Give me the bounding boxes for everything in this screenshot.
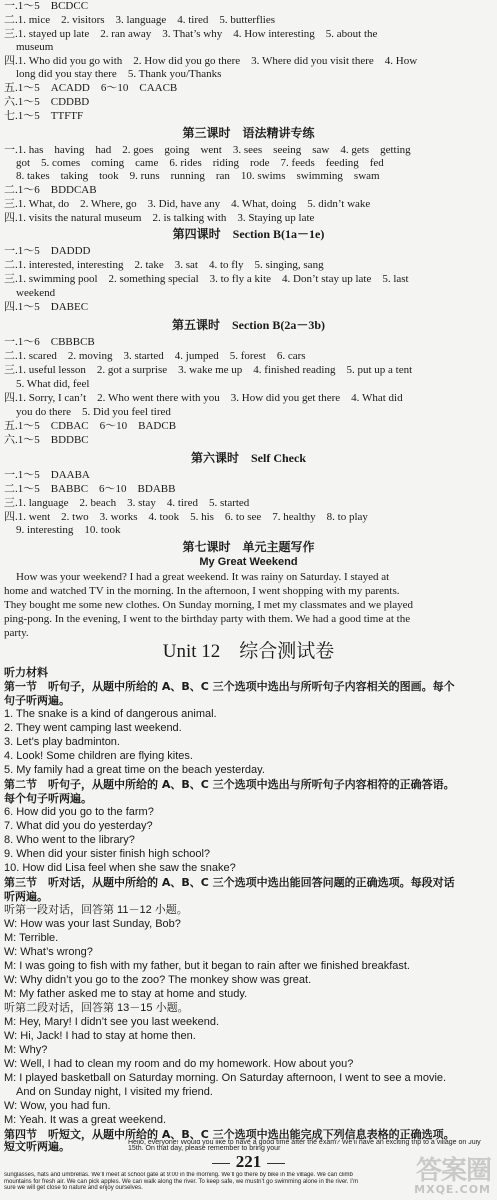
- answer-line: 五.1～5 CDBAC 6～10 BADCB: [4, 420, 177, 432]
- essay-line: They bought me some new clothes. On Sunday morning, I met my classmates and we played: [4, 599, 414, 611]
- passage-paragraph-continued: [4, 1172, 364, 1198]
- section-heading: 第四节 听短文，从题中所给的 A、B、C 三个选项中选出能完成下列信息表格的正确选项。: [4, 1128, 455, 1141]
- listening-line: W: Hi, Jack! I had to stay at home then.: [4, 1030, 196, 1042]
- answer-line: 六.1～5 CDDBD: [4, 96, 90, 108]
- listening-line: 6. How did you go to the farm?: [4, 806, 154, 818]
- answer-line: got 5. comes coming came 6. rides riding rode 7. feeds feeding fed: [16, 157, 384, 169]
- listening-line: W: Wow, you had fun.: [4, 1100, 111, 1112]
- page-number-dash-right: [267, 1163, 285, 1164]
- essay-title: My Great Weekend: [199, 556, 298, 568]
- watermark-logo: [399, 1158, 491, 1196]
- answer-line: 四.1. Sorry, I can’t 2. Who went there with you 3. How did you get there 4. What did: [4, 392, 403, 404]
- passage-line: Hello, everyone! Would you like to have a good time after the exam? We’ll have an: [128, 1140, 386, 1146]
- listening-line: W: What’s wrong?: [4, 946, 93, 958]
- page-number-value: 221: [235, 1152, 262, 1171]
- passage-line: sunglasses, hats and umbrellas. We’ll meet at school gate at 9:00 in the morning. We’ll go: [4, 1172, 245, 1178]
- lesson-heading: 第七课时 单元主题写作: [182, 540, 315, 554]
- answer-line: 三.1. useful lesson 2. got a surprise 3. wake me up 4. finished reading 5. put up a tent: [4, 364, 413, 376]
- answer-line: 五.1～5 ACADD 6～10 CAACB: [4, 82, 178, 94]
- answer-line: 三.1. swimming pool 2. something special 3. to fly a kite 4. Don’t stay up late 5. last: [4, 273, 409, 285]
- listening-line: M: Yeah. It was a great weekend.: [4, 1114, 167, 1126]
- answer-line: weekend: [16, 287, 56, 299]
- passage-line: there by bike in the village. We can climb mountains for fresh air. We can pick apples. We: [4, 1172, 353, 1185]
- section-heading: 听两遍。: [4, 890, 48, 903]
- lesson-heading: 第四课时 Section B(1a－1e): [172, 227, 325, 241]
- answer-line: 四.1. went 2. two 3. works 4. took 5. his 6. to see 7. healthy 8. to play: [4, 511, 368, 523]
- listening-line: 2. They went camping last weekend.: [4, 722, 182, 734]
- answer-line: 七.1～5 TTFTF: [4, 110, 84, 122]
- answer-line: you do there 5. Did you feel tired: [16, 406, 171, 418]
- answer-line: 三.1. language 2. beach 3. stay 4. tired 5. started: [4, 497, 250, 509]
- passage-line: can walk along the river. To keep safe, we mustn’t go swimming alone in the river. I’m: [132, 1178, 359, 1185]
- answer-line: 一.1～6 CBBBCB: [4, 336, 95, 348]
- listening-line: M: My father asked me to stay at home and study.: [4, 988, 248, 1000]
- answer-line: 六.1～5 BDDBC: [4, 434, 89, 446]
- unit-test-title: Unit 12 综合测试卷: [162, 641, 335, 662]
- listening-line: 5. My family had a great time on the beach yesterday.: [4, 764, 265, 776]
- answer-line: 一.1～5 DADDD: [4, 245, 91, 257]
- listening-line: M: I played basketball on Saturday morning. On Saturday afternoon, I went to see a movie.: [4, 1072, 447, 1084]
- answer-line: 一.1. has having had 2. goes going went 3. sees seeing saw 4. gets getting: [4, 144, 411, 156]
- section-heading: 短文听两遍。: [4, 1140, 70, 1153]
- listening-line: M: I was going to fish with my father, but it began to rain after we finished breakfast.: [4, 960, 410, 972]
- listening-line: M: Why?: [4, 1044, 48, 1056]
- watermark-url: MXQE.COM: [414, 1183, 491, 1196]
- passage-paragraph: [128, 1140, 492, 1152]
- section-heading: 第二节 听句子，从题中所给的 A、B、C 三个选项中选出与所听句子内容相符的正确答语。: [4, 778, 455, 791]
- listening-line: W: How was your last Sunday, Bob?: [4, 918, 181, 930]
- answer-line: 5. What did, feel: [16, 378, 90, 390]
- lesson-heading: 第三课时 语法精讲专练: [182, 126, 315, 140]
- watermark-text: 答案圈: [415, 1156, 491, 1186]
- answer-line: 9. interesting 10. took: [16, 524, 121, 536]
- listening-line: M: Terrible.: [4, 932, 59, 944]
- answer-line: 一.1～5 BCDCC: [4, 0, 89, 12]
- lesson-heading: 第六课时 Self Check: [191, 451, 306, 465]
- section-heading: 每个句子听两遍。: [4, 792, 92, 805]
- section-heading: 听力材料: [4, 666, 48, 679]
- essay-line: party.: [4, 627, 29, 639]
- answer-line: 四.1～5 DABEC: [4, 301, 89, 313]
- listening-line: M: Hey, Mary! I didn’t see you last weekend.: [4, 1016, 219, 1028]
- listening-line: 1. The snake is a kind of dangerous animal.: [4, 708, 217, 720]
- answer-line: 三.1. stayed up late 2. ran away 3. That’s why 4. How interesting 5. about the: [4, 28, 378, 40]
- page-number-dash-left: [212, 1163, 230, 1164]
- listening-line: 10. How did Lisa feel when she saw the snake?: [4, 862, 236, 874]
- answer-line: 二.1～6 BDDCAB: [4, 184, 97, 196]
- answer-line: 8. takes taking took 9. runs running ran 10. swims swimming swam: [16, 170, 380, 182]
- answer-line: 二.1. scared 2. moving 3. started 4. jumped 5. forest 6. cars: [4, 350, 306, 362]
- listening-line: 听第二段对话，回答第 13－15 小题。: [4, 1002, 189, 1014]
- answer-line: 四.1. visits the natural museum 2. is talking with 3. Staying up late: [4, 212, 315, 224]
- listening-line: 3. Let’s play badminton.: [4, 736, 120, 748]
- section-heading: 第一节 听句子，从题中所给的 A、B、C 三个选项中选出与所听句子内容相关的图画。每个: [4, 680, 455, 693]
- passage-line: exciting trip to a village on July 15th. On that day, please remember to bring your: [128, 1140, 481, 1152]
- essay-line: How was your weekend? I had a great weekend. It was rainy on Saturday. I stayed at: [16, 571, 390, 583]
- answer-line: 二.1. mice 2. visitors 3. language 4. tired 5. butterflies: [4, 14, 275, 26]
- answer-line: 四.1. Who did you go with 2. How did you go there 3. Where did you visit there 4. How: [4, 55, 418, 67]
- section-heading: 句子听两遍。: [4, 694, 70, 707]
- lesson-heading: 第五课时 Section B(2a－3b): [171, 318, 325, 332]
- answer-line: 三.1. What, do 2. Where, go 3. Did, have any 4. What, doing 5. didn’t wake: [4, 198, 371, 210]
- listening-line: 9. When did your sister finish high school?: [4, 848, 211, 860]
- listening-line: And on Sunday night, I visited my friend.: [16, 1086, 213, 1098]
- answer-line: 一.1～5 DAABA: [4, 469, 90, 481]
- listening-line: 听第一段对话，回答第 11－12 小题。: [4, 904, 188, 916]
- section-heading: 第三节 听对话，从题中所给的 A、B、C 三个选项中选出能回答问题的正确选项。每段对话: [4, 876, 455, 889]
- essay-line: home and watched TV in the morning. In the afternoon, I went shopping with my parents.: [4, 585, 400, 597]
- listening-line: 4. Look! Some children are flying kites.: [4, 750, 193, 762]
- listening-line: 7. What did you do yesterday?: [4, 820, 153, 832]
- answer-line: 二.1. interested, interesting 2. take 3. sat 4. to fly 5. singing, sang: [4, 259, 324, 271]
- essay-line: ping-pong. In the evening, I went to the birthday party with them. We had a good time at the: [4, 613, 411, 625]
- listening-line: W: Well, I had to clean my room and do my homework. How about you?: [4, 1058, 354, 1070]
- answer-line: museum: [16, 41, 54, 53]
- answer-line: 二.1～5 BABBC 6～10 BDABB: [4, 483, 176, 495]
- answer-line: long did you stay there 5. Thank you/Thanks: [16, 68, 222, 80]
- passage-line: sure we will get close to nature and enjoy ourselves.: [4, 1185, 143, 1191]
- listening-line: W: Why didn’t you go to the zoo? The monkey show was great.: [4, 974, 312, 986]
- listening-line: 8. Who went to the library?: [4, 834, 135, 846]
